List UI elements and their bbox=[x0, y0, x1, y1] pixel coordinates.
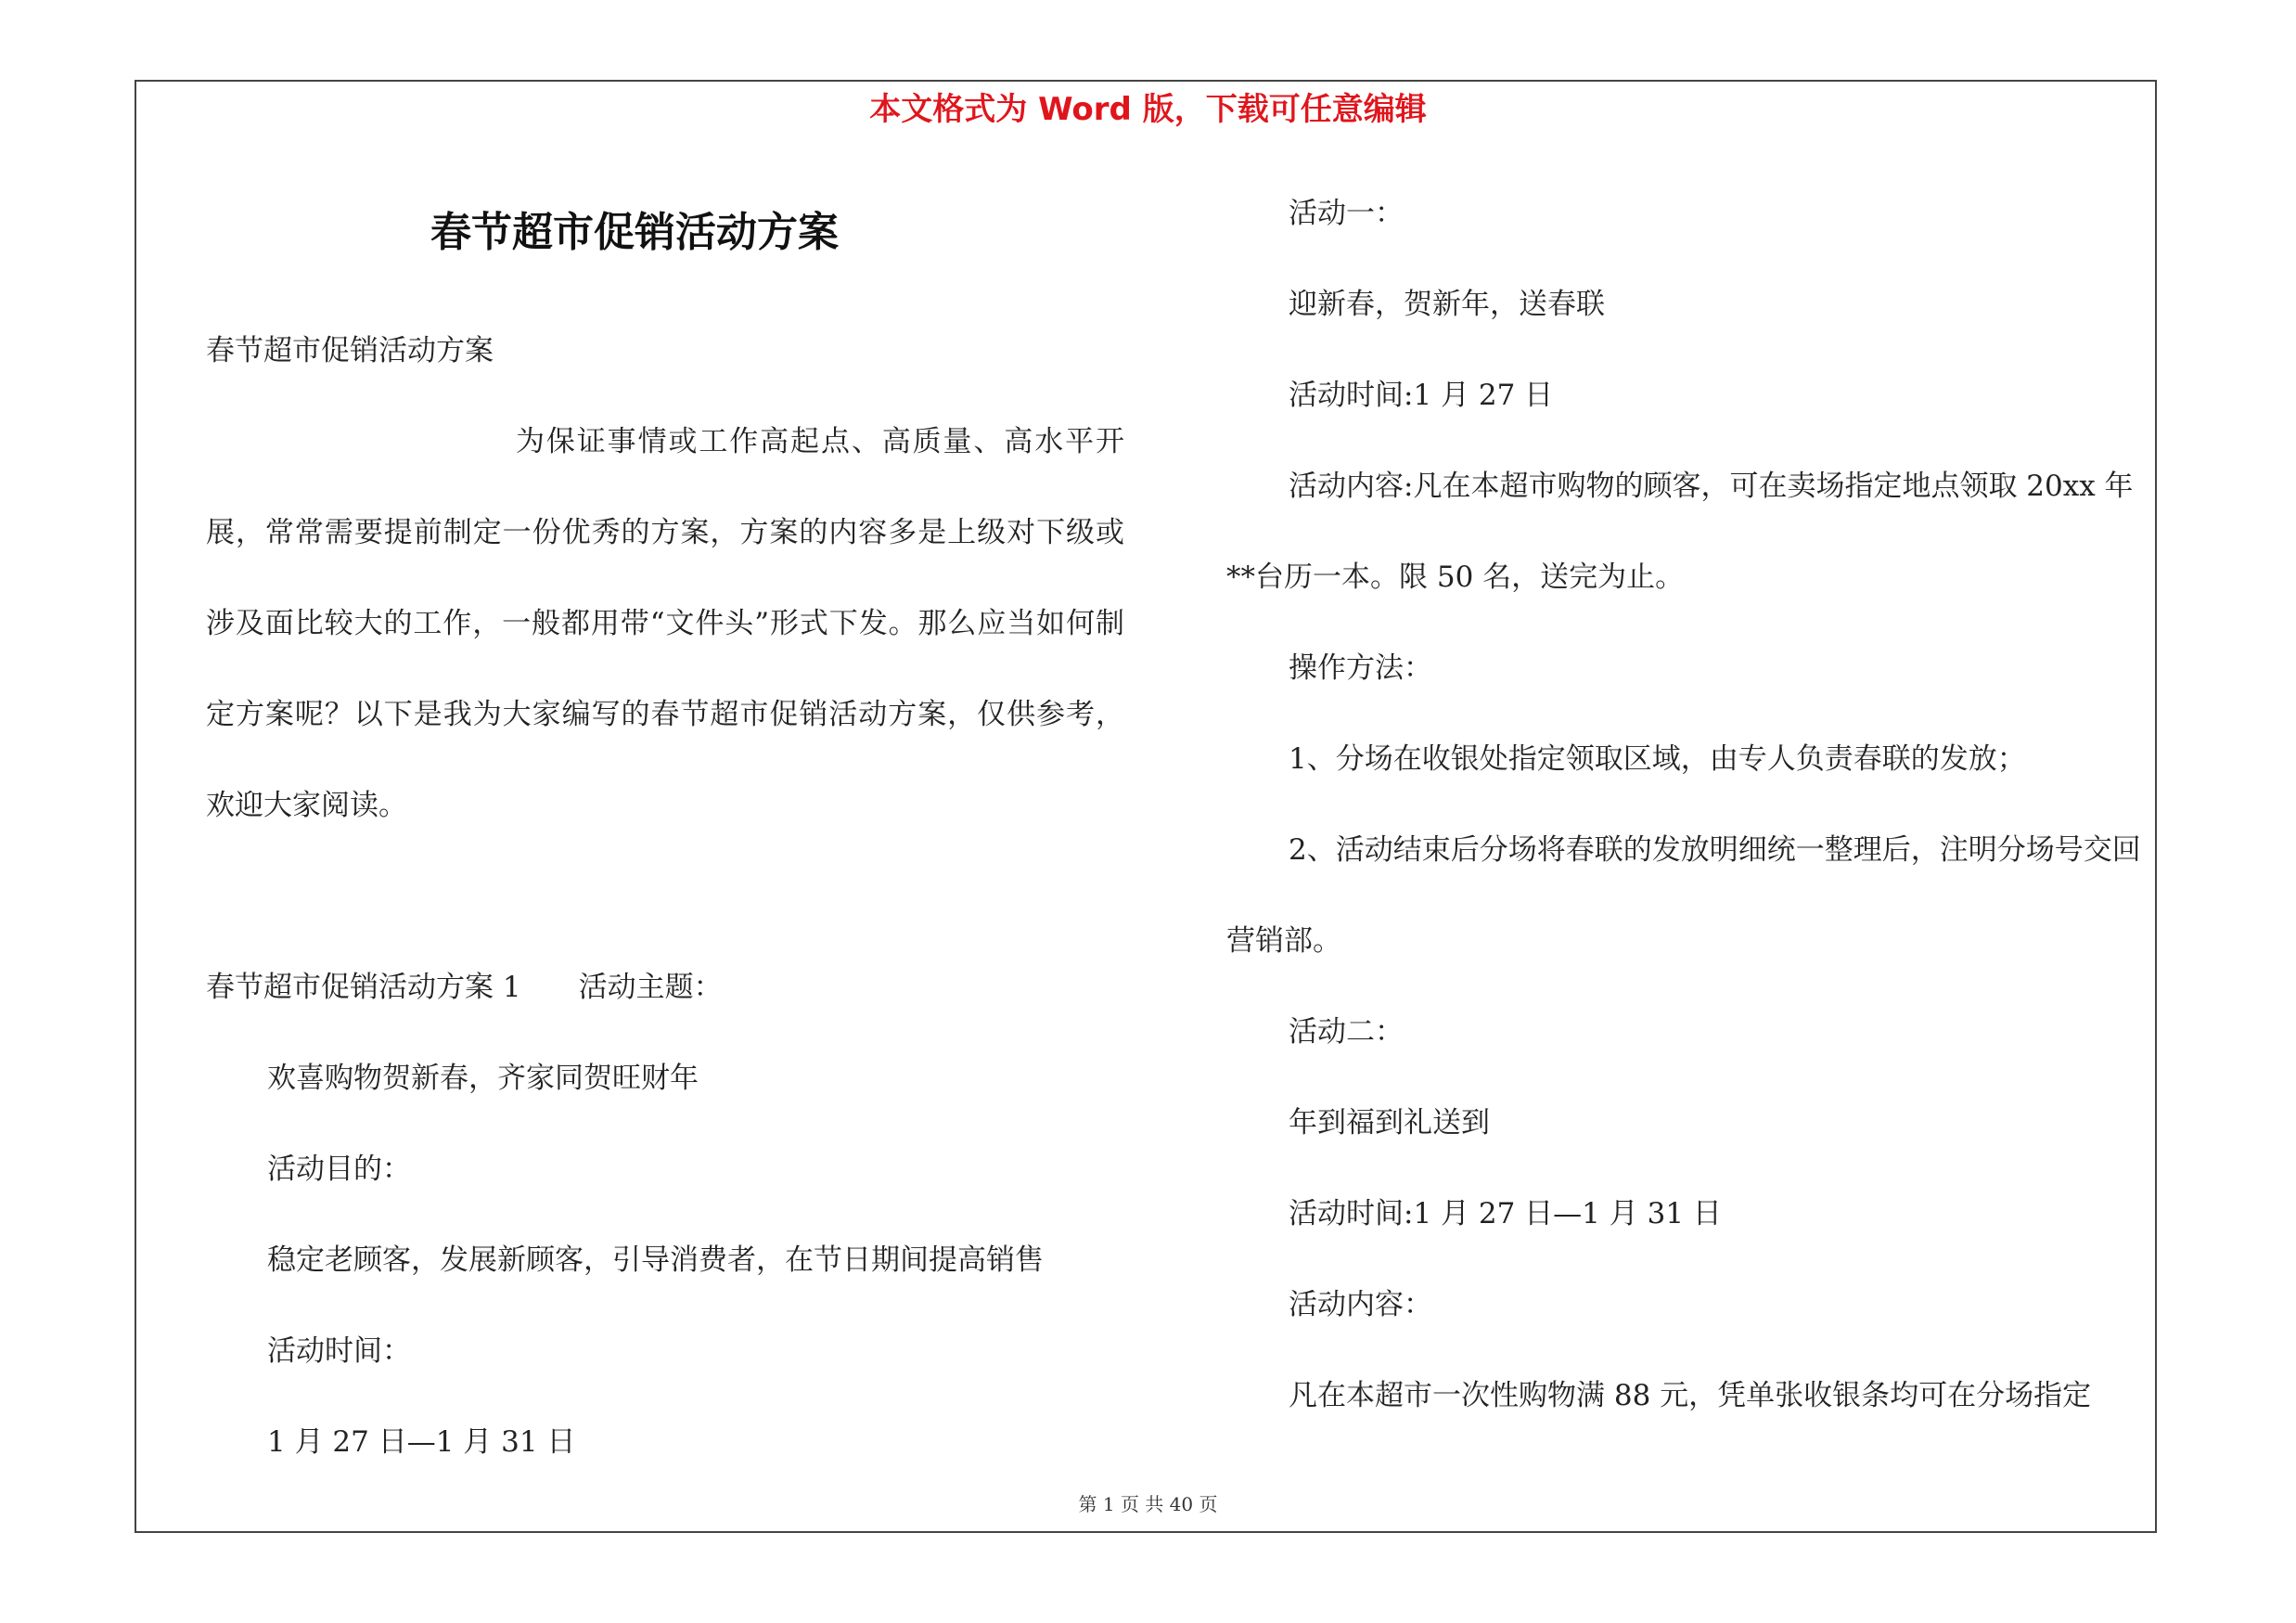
activity-two-label: 活动二： bbox=[1289, 1015, 1404, 1049]
time-label: 活动时间： bbox=[267, 1334, 411, 1368]
purpose-line: 稳定老顾客，发展新顾客，引导消费者，在节日期间提高销售 bbox=[267, 1243, 1044, 1277]
purpose-label: 活动目的： bbox=[267, 1153, 411, 1186]
word-format-banner: 本文格式为 Word 版，下载可任意编辑 bbox=[869, 91, 1427, 128]
activity-two-title: 年到福到礼送到 bbox=[1289, 1106, 1490, 1140]
right-column bbox=[1226, 168, 2145, 1441]
activity-one-content: 活动内容:凡在本超市购物的顾客，可在卖场指定地点领取 20xx 年**台历一本。限 50 名，送完为止。 bbox=[1226, 470, 2134, 594]
left-column bbox=[206, 305, 1124, 1488]
activity-two-time: 活动时间:1 月 27 日—1 月 31 日 bbox=[1289, 1197, 1722, 1230]
blank-line bbox=[206, 851, 1124, 942]
activity-two-content-label: 活动内容： bbox=[1289, 1288, 1432, 1321]
method-step-1: 1、分场在收银处指定领取区域，由专人负责春联的发放； bbox=[1289, 742, 2026, 776]
activity-one-title: 迎新春，贺新年，送春联 bbox=[1289, 288, 1605, 321]
time-line: 1 月 27 日—1 月 31 日 bbox=[267, 1425, 576, 1459]
activity-two-content: 凡在本超市一次性购物满 88 元，凭单张收银条均可在分场指定 bbox=[1289, 1379, 2092, 1412]
section-heading: 春节超市促销活动方案 1 活动主题： bbox=[206, 971, 723, 1004]
method-label: 操作方法： bbox=[1289, 651, 1432, 685]
activity-one-label: 活动一： bbox=[1289, 197, 1404, 230]
intro-paragraph: 为保证事情或工作高起点、高质量、高水平开展，常常需要提前制定一份优秀的方案，方案的内容多是上级对下级或涉及面比较大的工作，一般都用带“文件头”形式下发。那么应当如何制定方案呢？以下是我为大家编写的春节超市促销活动方案，仅供参考，欢迎大家阅读。 bbox=[206, 425, 1124, 822]
activity-one-time: 活动时间:1 月 27 日 bbox=[1289, 379, 1554, 412]
method-step-2: 2、活动结束后分场将春联的发放明细统一整理后，注明分场号交回营销部。 bbox=[1226, 833, 2141, 958]
document-title: 春节超市促销活动方案 bbox=[430, 209, 839, 256]
document-subtitle: 春节超市促销活动方案 bbox=[206, 334, 494, 367]
theme-line: 欢喜购物贺新春，齐家同贺旺财年 bbox=[267, 1062, 699, 1095]
page-number-footer: 第 1 页 共 40 页 bbox=[1078, 1493, 1218, 1515]
